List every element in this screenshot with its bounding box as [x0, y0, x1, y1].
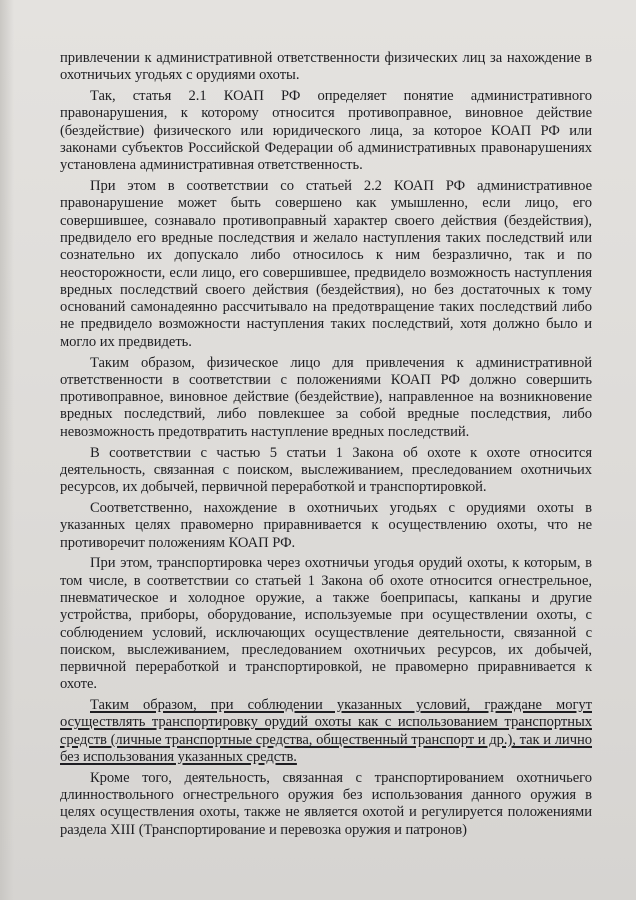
paragraph-4: Таким образом, физическое лицо для привлечения к административной ответственности в соответствии с положениями КОАП РФ должно совершить противоправное, виновное действие (бездействие), направленное на возникновение вредных последствий, либо повлекшее за собой вредные последствия, либо невозможность предотвратить наступление вредных последствий. [60, 354, 592, 440]
paragraph-2: Так, статья 2.1 КОАП РФ определяет понятие административного правонарушения, к которому относится противоправное, виновное действие (бездействие) физического или юридического лица, за которое КОАП РФ или законами субъектов Российской Федерации об административных правонарушениях установлена административная ответственность. [60, 88, 592, 174]
paragraph-3: При этом в соответствии со статьей 2.2 КОАП РФ административное правонарушение может быть совершено как умышленно, если лицо, его совершившее, сознавало противоправный характер своего действия (бездействия), предвидело его вредные последствия и желало наступления таких последствий или сознательно их допускало либо относилось к ним безразлично, так и по неосторожности, если лицо, его совершившее, предвидело возможность наступления вредных последствий своего действия (бездействия), но без достаточных к тому оснований самонадеянно рассчитывало на предотвращение таких последствий либо не предвидело возможности наступления таких последствий, хотя должно было и могло их предвидеть. [60, 178, 592, 350]
paragraph-5: В соответствии с частью 5 статьи 1 Закона об охоте к охоте относится деятельность, связанная с поиском, выслеживанием, преследованием охотничьих ресурсов, их добычей, первичной переработкой и транспортировкой. [60, 444, 592, 496]
paragraph-8-underlined: Таким образом, при соблюдении указанных условий, граждане могут осуществлять транспортировку орудий охоты как с использованием транспортных средств (личные транспортные средства, общественный транспорт и др.), так и лично без использования указанных средств. [60, 697, 592, 766]
paragraph-7: При этом, транспортировка через охотничьи угодья орудий охоты, к которым, в том числе, в соответствии со статьей 1 Закона об охоте относится огнестрельное, пневматическое и холодное оружие, а также боеприпасы, капканы и другие устройства, приборы, оборудование, используемые при осуществлении охоты, с соблюдением условий, исключающих осуществление деятельности, связанной с поиском, выслеживанием, преследованием охотничьих ресурсов, их добычей, первичной переработкой и транспортировкой, не правомерно приравнивается к охоте. [60, 555, 592, 693]
paragraph-9: Кроме того, деятельность, связанная с транспортированием охотничьего длинноствольного огнестрельного оружия без использования данного оружия в целях осуществления охоты, также не является охотой и регулируется положениями раздела XIII (Транспортирование и перевозка оружия и патронов) [60, 769, 592, 838]
paragraph-1: привлечении к административной ответственности физических лиц за нахождение в охотничьих угодьях с орудиями охоты. [60, 50, 592, 84]
paragraph-6: Соответственно, нахождение в охотничьих угодьях с орудиями охоты в указанных целях правомерно приравнивается к осуществлению охоты, что не противоречит положениям КОАП РФ. [60, 499, 592, 551]
